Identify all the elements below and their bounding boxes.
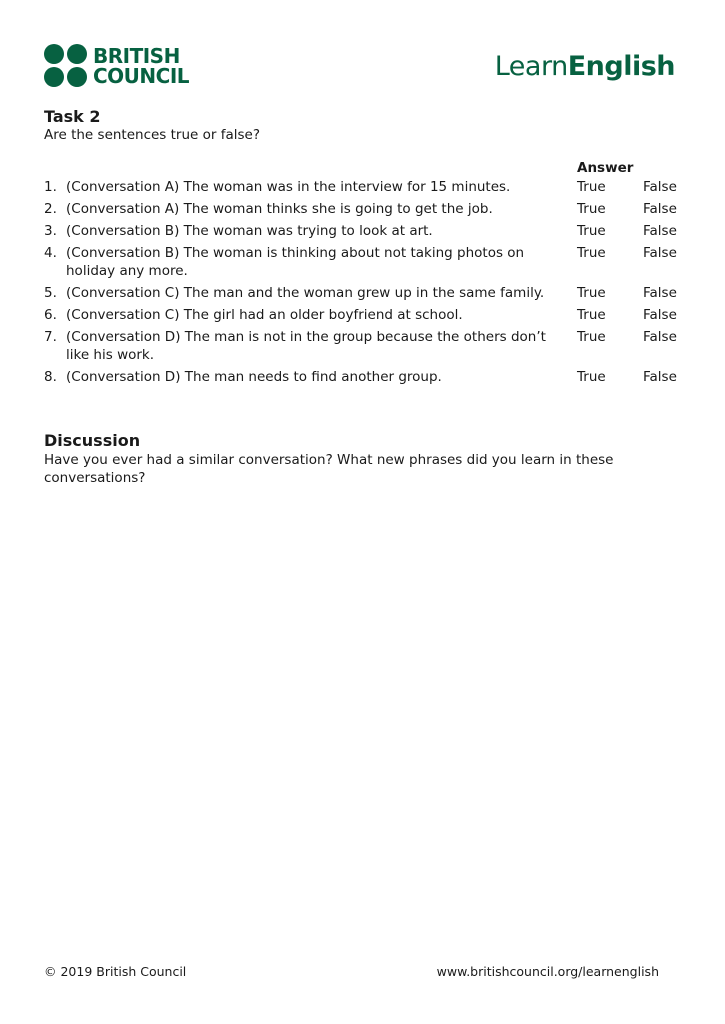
question-text: (Conversation B) The woman was trying to look at art. [66,223,433,239]
question-text: (Conversation D) The man is not in the group because the others don’t like his work. [66,329,546,363]
logo-dots-icon [44,44,87,87]
false-option[interactable]: False [643,307,677,323]
false-option[interactable]: False [643,369,677,385]
question-number: 2. [44,201,57,217]
false-option[interactable]: False [643,245,677,261]
question-number: 6. [44,307,57,323]
question-text: (Conversation D) The man needs to find another group. [66,369,442,385]
question-number: 4. [44,245,57,261]
question-text: (Conversation A) The woman thinks she is going to get the job. [66,201,493,217]
true-option[interactable]: True [577,201,606,217]
true-option[interactable]: True [577,285,606,301]
question-number: 3. [44,223,57,239]
logo-learn: Learn [494,51,568,82]
task-instruction: Are the sentences true or false? [44,127,261,143]
false-option[interactable]: False [643,285,677,301]
logo-english: English [567,51,675,82]
true-option[interactable]: True [577,223,606,239]
logo-line-1: BRITISH [93,43,180,68]
british-council-logo [44,44,189,87]
learnenglish-logo [495,51,675,82]
true-option[interactable]: True [577,307,606,323]
question-number: 1. [44,179,57,195]
question-text: (Conversation C) The man and the woman grew up in the same family. [66,285,545,301]
question-number: 8. [44,369,57,385]
footer-url[interactable]: www.britishcouncil.org/learnenglish [436,964,659,979]
question-number: 7. [44,329,57,345]
footer-copyright: © 2019 British Council [44,964,187,979]
logo-line-2: COUNCIL [93,63,190,88]
task-title: Task 2 [44,107,101,126]
question-number: 5. [44,285,57,301]
true-option[interactable]: True [577,369,606,385]
question-text: (Conversation B) The woman is thinking about not taking photos on holiday any more. [66,245,525,279]
false-option[interactable]: False [643,223,677,239]
false-option[interactable]: False [643,329,677,345]
true-option[interactable]: True [577,179,606,195]
question-text: (Conversation A) The woman was in the interview for 15 minutes. [66,179,511,195]
logo-wordmark [93,43,190,88]
discussion-text: Have you ever had a similar conversation? What new phrases did you learn in these conversations? [44,452,614,486]
false-option[interactable]: False [643,179,677,195]
answer-header: Answer [577,160,634,176]
true-option[interactable]: True [577,329,606,345]
question-text: (Conversation C) The girl had an older boyfriend at school. [66,307,463,323]
false-option[interactable]: False [643,201,677,217]
true-option[interactable]: True [577,245,606,261]
discussion-title: Discussion [44,431,141,450]
